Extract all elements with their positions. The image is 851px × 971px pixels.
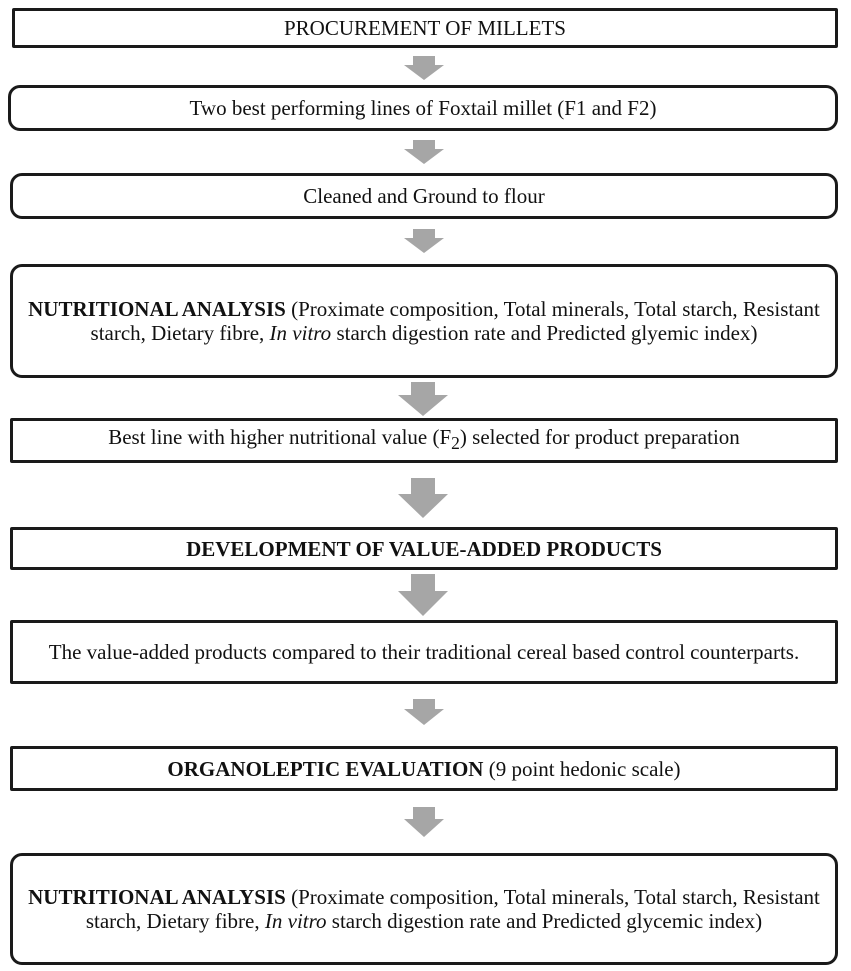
step-organoleptic-text xyxy=(167,757,680,781)
step-nutritional-analysis-1-text xyxy=(23,297,825,345)
nutritional-analysis-heading: NUTRITIONAL ANALYSIS xyxy=(28,297,286,321)
step-compared-label: The value-added products compared to their traditional cereal based control counterparts. xyxy=(48,640,800,664)
step-nutritional-analysis-2-text xyxy=(23,885,825,933)
step-compared xyxy=(10,620,838,684)
arrow-down-icon xyxy=(404,140,444,164)
step-procurement-label: PROCUREMENT OF MILLETS xyxy=(284,16,566,40)
in-vitro-term: In vitro xyxy=(269,321,332,345)
step-development-label: DEVELOPMENT OF VALUE-ADDED PRODUCTS xyxy=(186,536,662,561)
step-nutritional-analysis-2 xyxy=(10,853,838,965)
step-foxtail-lines-label: Two best performing lines of Foxtail millet (F1 and F2) xyxy=(189,96,657,120)
step-organoleptic xyxy=(10,746,838,791)
nutritional-analysis-detail-a: (Proximate composition, Total minerals, Total starch, Resistant starch, Dietary fibre, xyxy=(85,885,820,933)
nutritional-analysis-heading: NUTRITIONAL ANALYSIS xyxy=(28,885,286,909)
step-procurement xyxy=(12,8,838,48)
arrow-down-icon xyxy=(398,382,448,416)
nutritional-analysis-detail-a: (Proximate composition, Total minerals, Total starch, Resistant starch, Dietary fibre, xyxy=(90,297,820,345)
arrow-down-icon xyxy=(404,699,444,725)
step-best-line-text xyxy=(108,425,740,455)
organoleptic-heading: ORGANOLEPTIC EVALUATION xyxy=(167,756,484,781)
step-cleaned-ground-label: Cleaned and Ground to flour xyxy=(303,184,545,208)
nutritional-analysis-detail-b: starch digestion rate and Predicted glycemic index) xyxy=(326,909,763,933)
in-vitro-term: In vitro xyxy=(264,909,327,933)
step-best-line xyxy=(10,418,838,463)
best-line-text-a: Best line with higher nutritional value (F xyxy=(108,425,452,450)
arrow-down-icon xyxy=(398,478,448,518)
step-cleaned-ground xyxy=(10,173,838,219)
step-foxtail-lines xyxy=(8,85,838,131)
nutritional-analysis-detail-b: starch digestion rate and Predicted glyemic index) xyxy=(331,321,758,345)
best-line-subscript: 2 xyxy=(451,433,460,454)
step-nutritional-analysis-1 xyxy=(10,264,838,378)
arrow-down-icon xyxy=(404,807,444,837)
arrow-down-icon xyxy=(404,56,444,80)
arrow-down-icon xyxy=(398,574,448,616)
organoleptic-detail: (9 point hedonic scale) xyxy=(483,756,681,781)
step-development xyxy=(10,527,838,570)
best-line-text-b: ) selected for product preparation xyxy=(459,425,740,450)
arrow-down-icon xyxy=(404,229,444,253)
